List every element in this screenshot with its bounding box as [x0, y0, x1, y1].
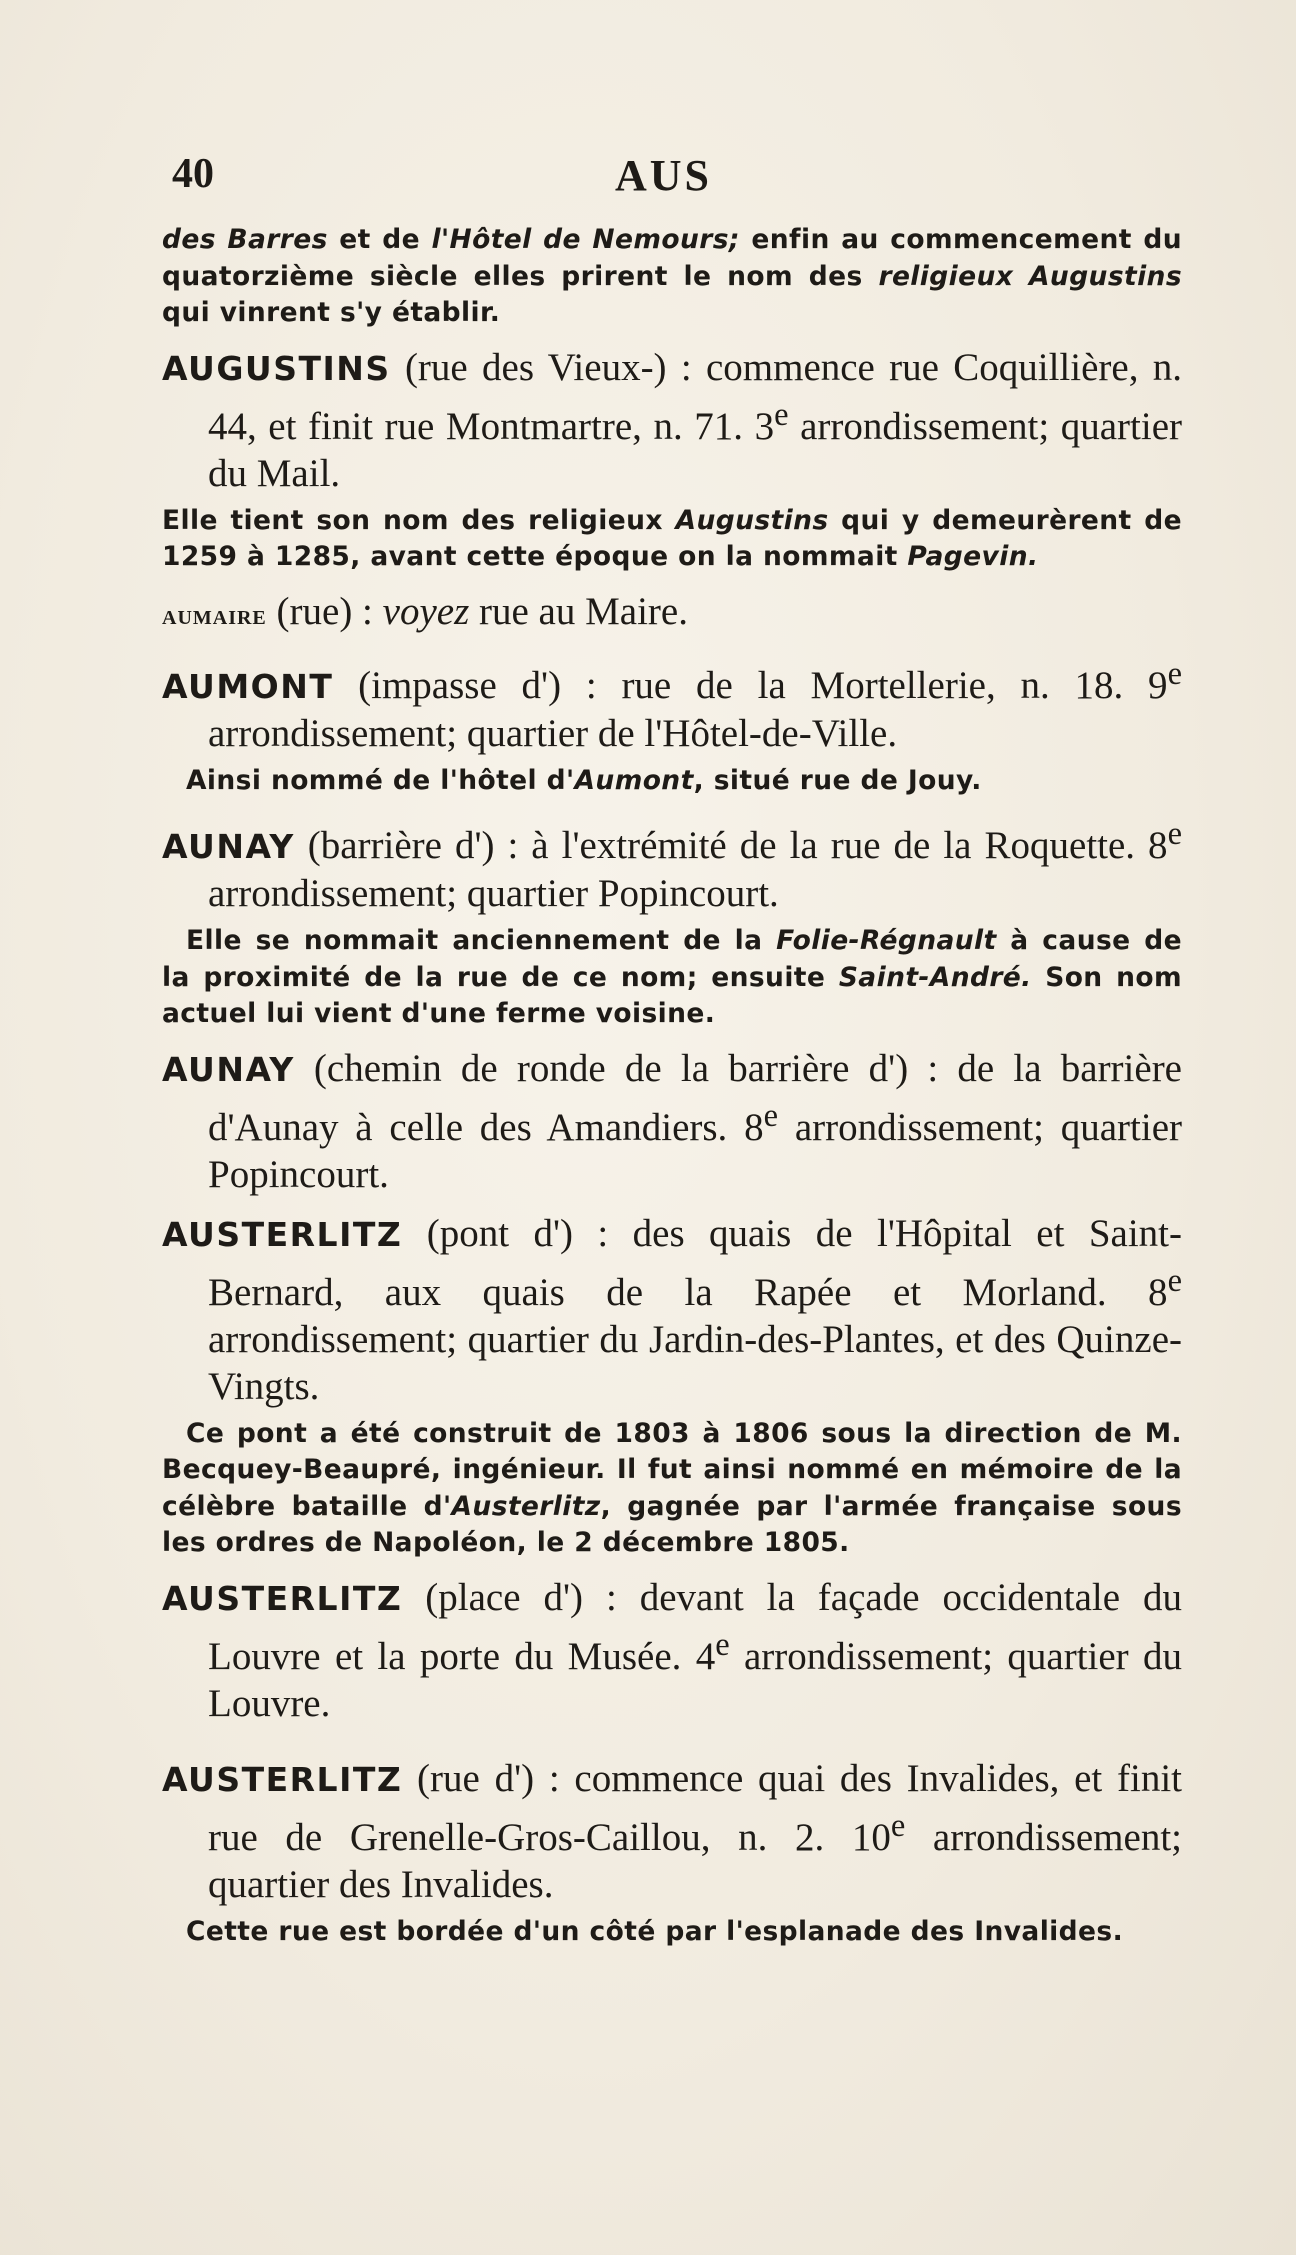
- entry-headword: AUNAY: [162, 827, 295, 866]
- entry-headword: aumaire: [162, 599, 267, 631]
- entry-aunay-chemin: AUNAY (chemin de ronde de la barrière d') : de la barrière d'Aunay à celle des Amandiers. 8e arrondissement; quartier Popincourt.: [162, 1046, 1182, 1196]
- note-aumont: Ainsi nommé de l'hôtel d'Aumont, situé rue de Jouy.: [186, 764, 982, 796]
- entry-aumont: AUMONT (impasse d') : rue de la Mortellerie, n. 18. 9e arrondissement; quartier de l'Hôtel-de-Ville.: [162, 655, 1182, 755]
- page-number: 40: [172, 151, 214, 197]
- running-head: AUS: [615, 151, 713, 200]
- intro-paragraph: des Barres et de l'Hôtel de Nemours; enfin au commencement du quatorzième siècle elles prirent le nom des religieux Augustins qui vinrent s'y établir.: [162, 224, 1183, 328]
- entry-headword: AUMONT: [162, 666, 334, 706]
- entry-headword: AUNAY: [162, 1049, 295, 1089]
- note-austerlitz-pont: Ce pont a été construit de 1803 à 1806 sous la direction de M. Becquey-Beaupré, ingénieur. Il fut ainsi nommé en mémoire de la célèbre bataille d'Austerlitz, gagnée par l'armée française sous les ordres de Napoléon, le 2 décembre 1805.: [162, 1417, 1182, 1558]
- entry-headword: AUSTERLITZ: [162, 1759, 403, 1799]
- note-austerlitz-rue: Cette rue est bordée d'un côté par l'esplanade des Invalides.: [186, 1915, 1124, 1947]
- entry-headword: AUGUSTINS: [162, 348, 391, 388]
- entry-aumaire: aumaire (rue) : voyez rue au Maire.: [162, 589, 688, 633]
- note-aunay-barriere: Elle se nommait anciennement de la Folie-Régnault à cause de la proximité de la rue de ce nom; ensuite Saint-André. Son nom actuel lui vient d'une ferme voisine.: [162, 925, 1182, 1029]
- entry-augustins: AUGUSTINS (rue des Vieux-) : commence rue Coquillière, n. 44, et finit rue Montmartre, n. 71. 3e arrondissement; quartier du Mail.: [162, 345, 1183, 495]
- entry-austerlitz-pont: AUSTERLITZ (pont d') : des quais de l'Hôpital et Saint-Bernard, aux quais de la Rapée et Morland. 8e arrondissement; quartier du Jardin-des-Plantes, et des Quinze-Vingts.: [162, 1211, 1182, 1408]
- entry-austerlitz-rue: AUSTERLITZ (rue d') : commence quai des Invalides, et finit rue de Grenelle-Gros-Caillou, n. 2. 10e arrondissement; quartier des Invalides.: [162, 1756, 1182, 1906]
- entry-headword: AUSTERLITZ: [162, 1214, 403, 1254]
- note-augustins: Elle tient son nom des religieux Augustins qui y demeurèrent de 1259 à 1285, avant cette époque on la nommait Pagevin.: [162, 504, 1182, 572]
- entry-aunay-barriere: AUNAY (barrière d') : à l'extrémité de la rue de la Roquette. 8e arrondissement; quartier Popincourt.: [162, 816, 1182, 915]
- page-header: [160, 150, 1190, 210]
- entry-headword: AUSTERLITZ: [162, 1578, 403, 1618]
- page-body: [162, 222, 1182, 1950]
- entry-austerlitz-place: AUSTERLITZ (place d') : devant la façade occidentale du Louvre et la porte du Musée. 4e arrondissement; quartier du Louvre.: [162, 1575, 1182, 1725]
